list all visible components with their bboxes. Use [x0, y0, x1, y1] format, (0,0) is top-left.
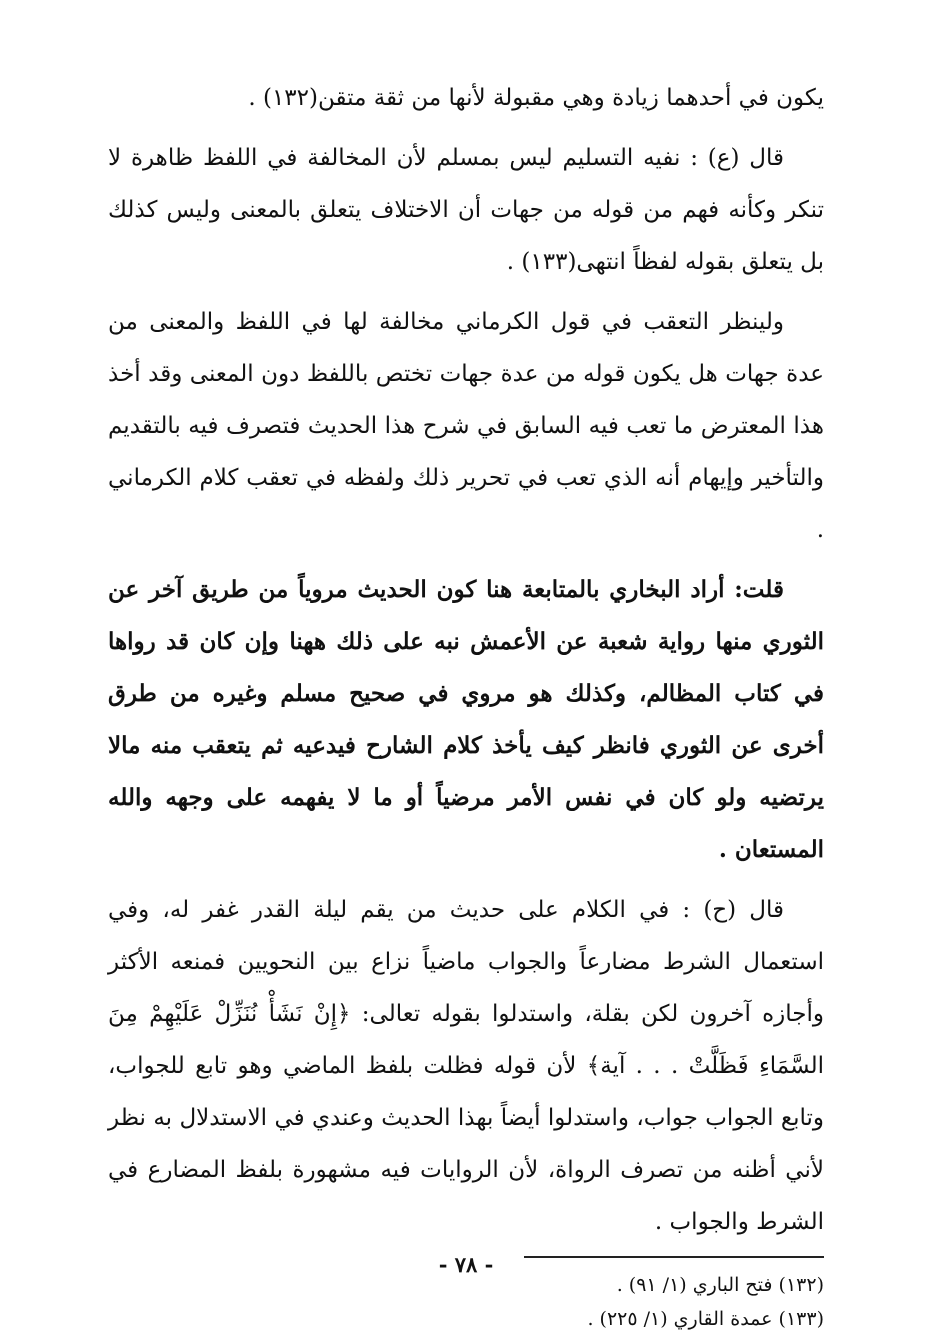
footnote-132: (١٣٢) فتح الباري (١/ ٩١) .	[616, 1274, 824, 1296]
paragraph-2: قال (ع) : نفيه التسليم ليس بمسلم لأن المخالفة في اللفظ ظاهرة لا تنكر وكأنه فهم من قوله من جهات أن الاختلاف يتعلق بالمعنى وليس كذلك بل يتعلق بقوله لفظاً انتهى(١٣٣) .	[108, 145, 824, 275]
paragraph-5: قال (ح) : في الكلام على حديث من يقم ليلة القدر غفر له، وفي استعمال الشرط مضارعاً والجواب ماضياً نزاع بين النحويين فمنعه الأكثر وأجازه آخرون لكن بقلة، واستدلوا بقوله تعالى: ﴿إِنْ نَشَأْ نُنَزِّلْ عَلَيْهِمْ مِنَ السَّمَاءِ فَظَلَّتْ . . . آية﴾ لأن قوله فظلت بلفظ الماضي وهو تابع للجواب، وتابع الجواب جواب، واستدلوا أيضاً بهذا الحديث وعندي في الاستدلال به نظر لأني أظنه من تصرف الرواة، لأن الروايات فيه مشهورة بلفظ المضارع في الشرط والجواب .	[108, 897, 824, 1235]
paragraph-3: ولينظر التعقب في قول الكرماني مخالفة لها في اللفظ والمعنى من عدة جهات هل يكون قوله من عدة جهات تختص باللفظ دون المعنى وقد أخذ هذا المعترض ما تعب فيه السابق في شرح هذا الحديث فتصرف فيه بالتقديم والتأخير وإيهام أنه الذي تعب في تحرير ذلك ولفظه في تعقب كلام الكرماني .	[108, 309, 824, 543]
page-number: - ٧٨ -	[438, 1252, 494, 1277]
paragraph-1: يكون في أحدهما زيادة وهي مقبولة لأنها من ثقة متقن(١٣٢) .	[248, 85, 824, 111]
footnote-133: (١٣٣) عمدة القاري (١/ ٢٢٥) .	[587, 1308, 824, 1330]
paragraph-4: قلت: أراد البخاري بالمتابعة هنا كون الحديث مروياً من طريق آخر عن الثوري منها رواية شعبة عن الأعمش نبه على ذلك ههنا وإن كان قد رواها في كتاب المظالم، وكذلك هو مروي في صحيح مسلم وغيره من طرق أخرى عن الثوري فانظر كيف يأخذ كلام الشارح فيدعيه ثم يتعقب منه مالا يرتضيه ولو كان في نفس الأمر مرضياً أو ما لا يفهمه على وجهه والله المستعان .	[108, 576, 824, 863]
footnotes	[108, 1268, 824, 1336]
